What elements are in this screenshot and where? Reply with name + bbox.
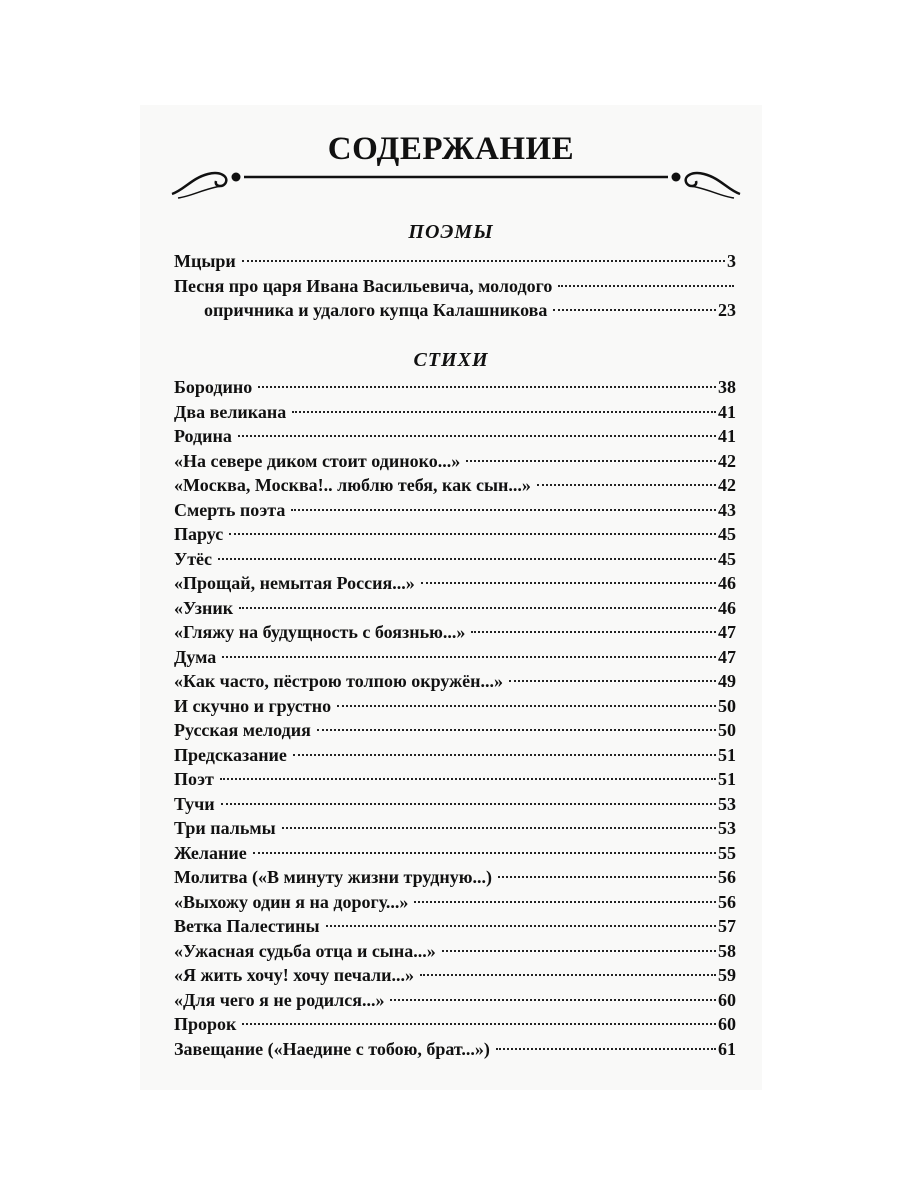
toc-entry: [174, 914, 736, 939]
entry-title: Молитва («В минуту жизни трудную...): [174, 867, 492, 887]
book-page: [140, 105, 762, 1090]
toc-entry: [174, 424, 736, 449]
entry-title: Бородино: [174, 377, 253, 397]
decorative-ornament: [170, 160, 742, 200]
toc-entry: [174, 1012, 736, 1037]
entry-page: 43: [718, 499, 736, 520]
toc-entry: [174, 816, 736, 841]
entry-page: 50: [718, 695, 736, 716]
toc-entry: [174, 400, 736, 425]
dot-leader: [471, 631, 716, 633]
entry-page: 56: [718, 891, 736, 912]
dot-leader: [218, 558, 716, 560]
entry-page: 41: [718, 426, 736, 446]
entry-title: Смерть поэта: [174, 499, 286, 520]
dot-leader: [220, 778, 716, 780]
toc-entry: [174, 792, 736, 817]
entry-title: «Как часто, пёстрою толпою окружён...»: [174, 671, 504, 691]
entry-page: 51: [718, 769, 736, 789]
entry-page: 59: [718, 965, 736, 985]
entry-page: 51: [718, 744, 736, 765]
entry-title: «Для чего я не родился...»: [174, 989, 385, 1010]
entry-title: Пророк: [174, 1014, 237, 1034]
entry-title: «На севере диком стоит одиноко...»: [174, 450, 461, 471]
entry-page: 23: [718, 300, 736, 320]
entry-page: 55: [718, 842, 736, 863]
entry-page: 41: [718, 401, 736, 422]
dot-leader: [498, 876, 716, 878]
toc-entry: [174, 473, 736, 498]
dot-leader: [292, 411, 716, 413]
entry-page: 47: [718, 622, 736, 642]
entry-page: 57: [718, 916, 736, 936]
dot-leader: [326, 925, 716, 927]
dot-leader: [496, 1048, 716, 1050]
dot-leader: [442, 950, 716, 952]
entry-page: 42: [718, 450, 736, 471]
entry-title: «Прощай, немытая Россия...»: [174, 573, 415, 593]
entry-page: 46: [718, 597, 736, 618]
entry-page: 45: [718, 548, 736, 569]
dot-leader: [221, 803, 716, 805]
entry-page: 50: [718, 720, 736, 740]
entry-title: Ветка Палестины: [174, 916, 320, 936]
toc-entry: [174, 890, 736, 915]
section-heading-verses: СТИХИ: [413, 349, 489, 371]
entry-title: «Ужасная судьба отца и сына...»: [174, 940, 436, 961]
toc-entry: [174, 669, 736, 694]
toc-list-verses: [174, 375, 736, 1061]
dot-leader: [239, 607, 716, 609]
entry-title: Завещание («Наедине с тобою, брат...»): [174, 1038, 490, 1059]
toc-entry: [174, 274, 736, 299]
dot-leader: [317, 729, 716, 731]
toc-entry: [174, 498, 736, 523]
entry-title: Дума: [174, 646, 217, 667]
toc-entry: [174, 743, 736, 768]
dot-leader: [242, 1023, 716, 1025]
toc-entry: [174, 1037, 736, 1062]
entry-title: Три пальмы: [174, 818, 276, 838]
dot-leader: [421, 582, 716, 584]
entry-title: Предсказание: [174, 744, 287, 765]
entry-title: «Узник: [174, 597, 234, 618]
dot-leader: [258, 386, 716, 388]
entry-page: 56: [718, 867, 736, 887]
dot-leader: [291, 509, 716, 511]
toc-entry: [174, 547, 736, 572]
entry-title: опричника и удалого купца Калашникова: [204, 300, 548, 320]
entry-title: Мцыри: [174, 251, 236, 271]
entry-page: 42: [718, 475, 736, 495]
entry-page: 60: [718, 1014, 736, 1034]
dot-leader: [293, 754, 716, 756]
entry-title: «Я жить хочу! хочу печали...»: [174, 965, 414, 985]
dot-leader: [238, 435, 716, 437]
entry-title: Поэт: [174, 769, 214, 789]
entry-page: 53: [718, 793, 736, 814]
page-title: СОДЕРЖАНИЕ: [327, 131, 575, 167]
dot-leader: [337, 705, 716, 707]
dot-leader: [414, 901, 716, 903]
toc-entry: [174, 620, 736, 645]
toc-entry: [174, 767, 736, 792]
entry-title: «Выхожу один я на дорогу...»: [174, 891, 409, 912]
entry-page: 47: [718, 646, 736, 667]
toc-list-poems: [174, 249, 736, 323]
entry-page: 46: [718, 573, 736, 593]
toc-entry: [174, 939, 736, 964]
entry-title: Песня про царя Ивана Васильевича, молодого: [174, 275, 553, 296]
entry-title: «Москва, Москва!.. люблю тебя, как сын...»: [174, 475, 531, 495]
dot-leader: [222, 656, 716, 658]
dot-leader: [537, 484, 716, 486]
toc-entry: [174, 449, 736, 474]
dot-leader: [390, 999, 716, 1001]
entry-title: Два великана: [174, 401, 287, 422]
entry-title: Русская мелодия: [174, 720, 311, 740]
toc-entry: [174, 522, 736, 547]
toc-entry: [174, 718, 736, 743]
toc-entry: [174, 375, 736, 400]
dot-leader: [420, 974, 716, 976]
entry-page: 45: [718, 524, 736, 544]
toc-entry: [174, 645, 736, 670]
entry-page: 49: [718, 671, 736, 691]
entry-page: 3: [727, 251, 736, 271]
dot-leader: [229, 533, 716, 535]
entry-title: Парус: [174, 524, 224, 544]
dot-leader: [242, 260, 725, 262]
toc-entry: [174, 865, 736, 890]
entry-title: «Гляжу на будущность с боязнью...»: [174, 622, 466, 642]
toc-entry: [174, 249, 736, 274]
toc-entry: [174, 298, 736, 323]
entry-page: 58: [718, 940, 736, 961]
toc-entry: [174, 988, 736, 1013]
toc-entry: [174, 963, 736, 988]
entry-title: Тучи: [174, 793, 215, 814]
entry-page: 38: [718, 377, 736, 397]
dot-leader: [553, 309, 716, 311]
entry-title: Родина: [174, 426, 232, 446]
dot-leader: [253, 852, 716, 854]
toc-entry: [174, 596, 736, 621]
dot-leader: [509, 680, 716, 682]
dot-leader: [558, 285, 734, 287]
entry-title: Желание: [174, 842, 247, 863]
entry-title: Утёс: [174, 548, 213, 569]
toc-entry: [174, 571, 736, 596]
entry-page: 61: [718, 1038, 736, 1059]
dot-leader: [282, 827, 716, 829]
entry-title: И скучно и грустно: [174, 695, 332, 716]
section-heading-poems: ПОЭМЫ: [408, 221, 494, 243]
dot-leader: [466, 460, 716, 462]
entry-page: 53: [718, 818, 736, 838]
entry-page: 60: [718, 989, 736, 1010]
toc-entry: [174, 694, 736, 719]
toc-entry: [174, 841, 736, 866]
